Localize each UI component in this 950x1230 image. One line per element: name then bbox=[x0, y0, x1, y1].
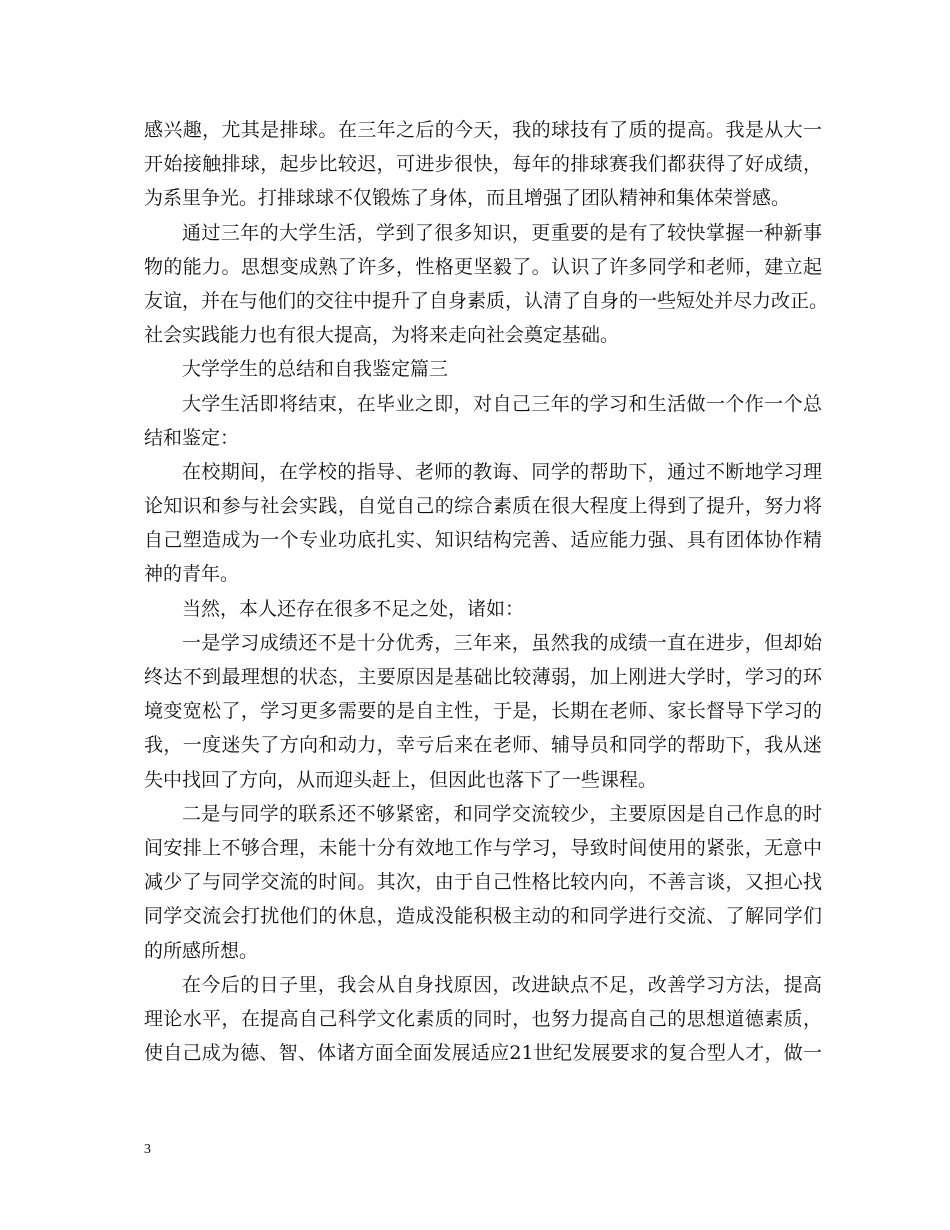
text-line: 同学交流会打扰他们的休息，造成没能积极主动的和同学进行交流、了解同学们 bbox=[144, 905, 822, 928]
text-line: 论知识和参与社会实践，自觉自己的综合素质在很大程度上得到了提升，努力将 bbox=[144, 495, 822, 518]
text-line: 开始接触排球，起步比较迟，可进步很快，每年的排球赛我们都获得了好成绩， bbox=[144, 153, 822, 176]
text-line: 自己塑造成为一个专业功底扎实、知识结构完善、适应能力强、具有团体协作精 bbox=[144, 529, 822, 552]
text-line: 感兴趣，尤其是排球。在三年之后的今天，我的球技有了质的提高。我是从大一 bbox=[144, 119, 822, 141]
text-line: 终达不到最理想的状态，主要原因是基础比较薄弱，加上刚进大学时，学习的环 bbox=[144, 666, 822, 688]
page-number: 3 bbox=[144, 1142, 151, 1157]
text-line: 在校期间，在学校的指导、老师的教诲、同学的帮助下，通过不断地学习理 bbox=[182, 460, 822, 483]
text-line: 神的青年。 bbox=[144, 563, 240, 586]
text-line: 的所感所想。 bbox=[144, 939, 259, 962]
text-line: 我，一度迷失了方向和动力，幸亏后来在老师、辅导员和同学的帮助下，我从迷 bbox=[144, 734, 822, 757]
text-line: 社会实践能力也有很大提高，为将来走向社会奠定基础。 bbox=[144, 324, 620, 347]
text-line: 大学生活即将结束，在毕业之即，对自己三年的学习和生活做一个作一个总 bbox=[182, 392, 822, 415]
text-line: 使自己成为德、智、体诸方面全面发展适应21世纪发展要求的复合型人才，做一 bbox=[144, 1042, 822, 1065]
text-line: 间安排上不够合理，未能十分有效地工作与学习，导致时间使用的紧张，无意中 bbox=[144, 836, 822, 859]
text-line: 二是与同学的联系还不够紧密，和同学交流较少，主要原因是自己作息的时 bbox=[182, 802, 822, 825]
text-line: 失中找回了方向，从而迎头赶上，但因此也落下了一些课程。 bbox=[144, 768, 658, 791]
text-line: 大学学生的总结和自我鉴定篇三 bbox=[182, 358, 449, 381]
text-line: 在今后的日子里，我会从自身找原因，改进缺点不足，改善学习方法，提高 bbox=[182, 973, 822, 996]
text-line: 为系里争光。打排球球不仅锻炼了身体，而且增强了团队精神和集体荣誉感。 bbox=[144, 187, 791, 210]
text-line: 友谊，并在与他们的交往中提升了自身素质，认清了自身的一些短处并尽力改正。 bbox=[144, 289, 829, 312]
text-line: 境变宽松了，学习更多需要的是自主性，于是，长期在老师、家长督导下学习的 bbox=[144, 700, 822, 723]
text-line: 一是学习成绩还不是十分优秀，三年来，虽然我的成绩一直在进步，但却始 bbox=[182, 631, 822, 654]
text-line: 结和鉴定： bbox=[144, 426, 240, 449]
text-line: 通过三年的大学生活，学到了很多知识，更重要的是有了较快掌握一种新事 bbox=[182, 221, 822, 244]
text-line: 减少了与同学交流的时间。其次，由于自己性格比较内向，不善言谈，又担心找 bbox=[144, 871, 822, 894]
text-line: 理论水平，在提高自己科学文化素质的同时，也努力提高自己的思想道德素质， bbox=[144, 1007, 822, 1030]
text-line: 当然，本人还存在很多不足之处，诸如： bbox=[182, 597, 525, 620]
body-text bbox=[144, 113, 829, 1070]
text-line: 物的能力。思想变成熟了许多，性格更坚毅了。认识了许多同学和老师，建立起 bbox=[144, 255, 822, 278]
